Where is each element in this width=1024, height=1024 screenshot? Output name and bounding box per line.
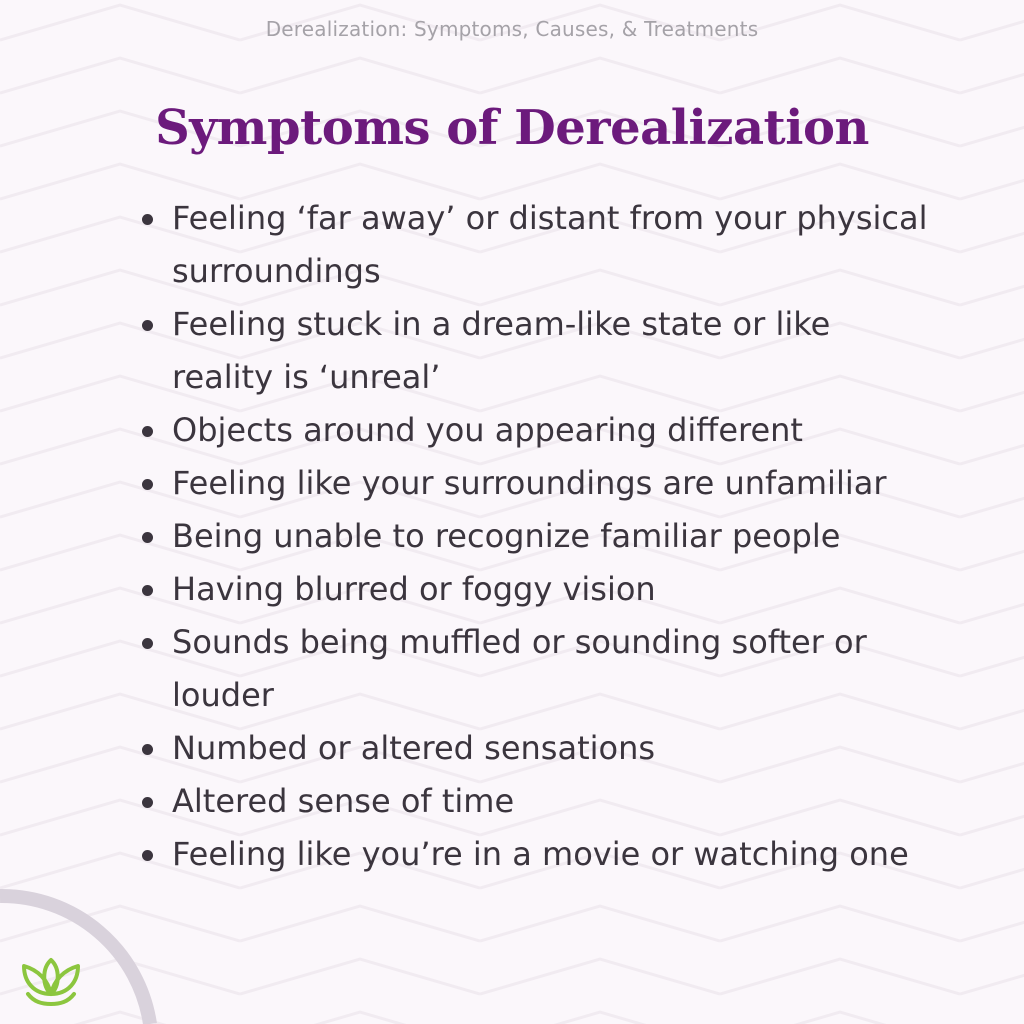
- symptom-list: [140, 192, 940, 881]
- symptom-text: Feeling like you’re in a movie or watching one: [172, 835, 909, 873]
- symptom-item: [140, 775, 940, 828]
- bullet-icon: [142, 479, 153, 490]
- symptom-item: [140, 828, 940, 881]
- symptom-text: Feeling ‘far away’ or distant from your physical surroundings: [172, 199, 928, 290]
- header-caption: Derealization: Symptoms, Causes, & Treatments: [265, 17, 759, 41]
- symptom-item: [140, 192, 940, 298]
- symptom-item: [140, 563, 940, 616]
- symptom-item: [140, 510, 940, 563]
- bullet-icon: [142, 744, 153, 755]
- bullet-icon: [142, 532, 153, 543]
- symptom-text: Sounds being muffled or sounding softer or louder: [172, 623, 867, 714]
- symptom-item: [140, 298, 940, 404]
- symptom-text: Feeling stuck in a dream-like state or like reality is ‘unreal’: [172, 305, 831, 396]
- symptom-text: Feeling like your surroundings are unfamiliar: [172, 464, 887, 502]
- symptom-text: Numbed or altered sensations: [172, 729, 656, 767]
- bullet-icon: [142, 426, 153, 437]
- symptom-item: [140, 616, 940, 722]
- symptom-item: [140, 457, 940, 510]
- symptom-item: [140, 722, 940, 775]
- bullet-icon: [142, 797, 153, 808]
- bullet-icon: [142, 320, 153, 331]
- symptom-text: Having blurred or foggy vision: [172, 570, 656, 608]
- bullet-icon: [142, 585, 153, 596]
- lotus-leaf-icon: [20, 952, 82, 1006]
- symptom-item: [140, 404, 940, 457]
- bullet-icon: [142, 638, 153, 649]
- bullet-icon: [142, 214, 153, 225]
- symptom-text: Being unable to recognize familiar people: [172, 517, 841, 555]
- bullet-icon: [142, 850, 153, 861]
- symptom-text: Objects around you appearing different: [172, 411, 803, 449]
- page-title: Symptoms of Derealization: [155, 100, 869, 156]
- symptom-text: Altered sense of time: [172, 782, 515, 820]
